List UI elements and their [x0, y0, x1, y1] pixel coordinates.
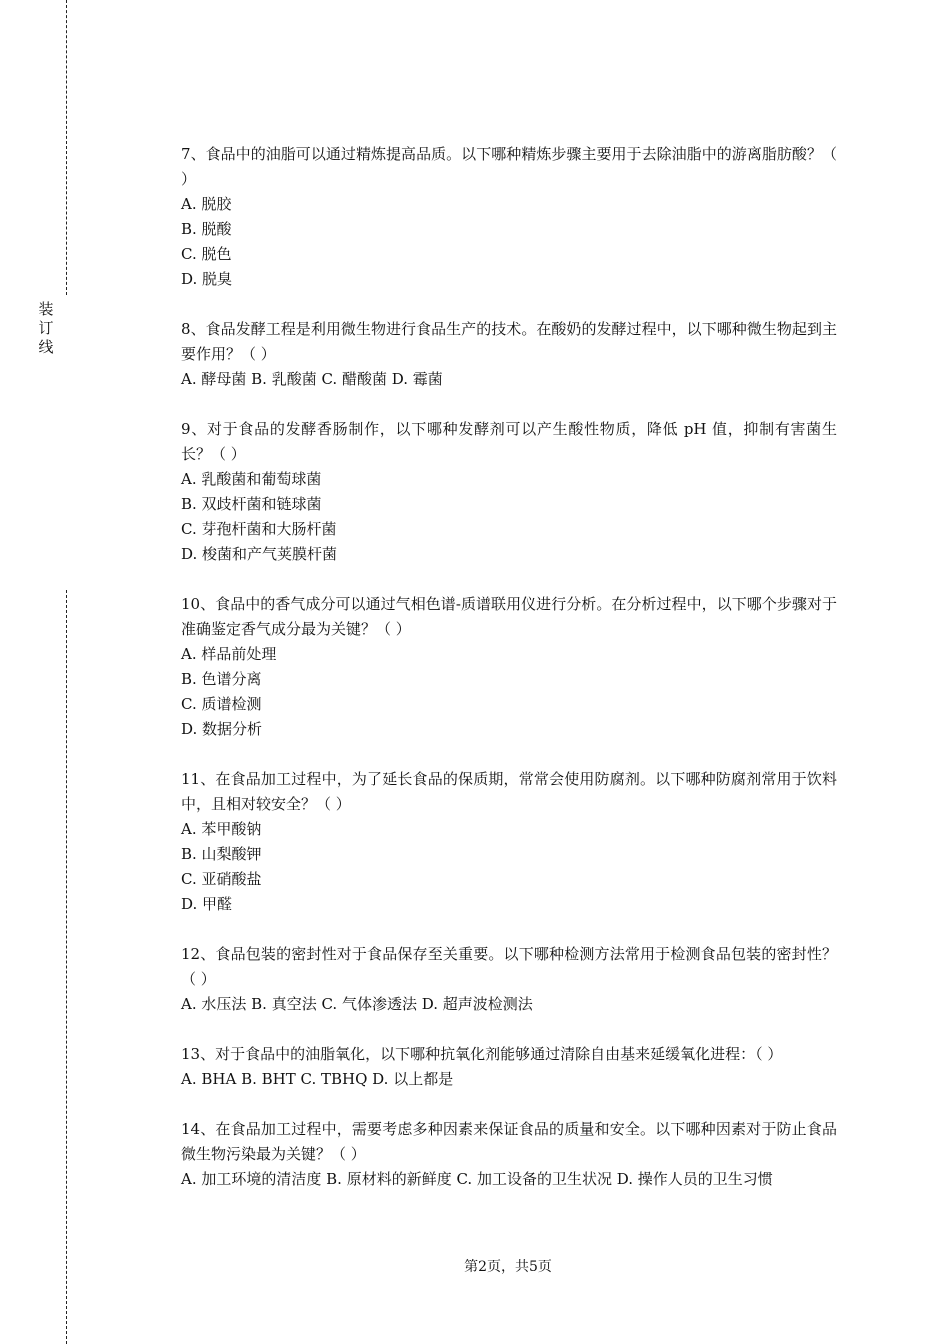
question-stem: 10、食品中的香气成分可以通过气相色谱-质谱联用仪进行分析。在分析过程中，以下哪个步骤对于准确鉴定香气成分最为关键？（ ）: [181, 595, 837, 638]
question: [181, 767, 837, 917]
question-options: A. 乳酸菌和葡萄球菌: [181, 470, 322, 488]
question-options: B. 色谱分离: [181, 670, 262, 688]
question-options: A. 酵母菌 B. 乳酸菌 C. 醋酸菌 D. 霉菌: [181, 370, 443, 388]
question-options: C. 质谱检测: [181, 695, 262, 713]
question-stem: 14、在食品加工过程中，需要考虑多种因素来保证食品的质量和安全。以下哪种因素对于防止食品微生物污染最为关键？（ ）: [181, 1120, 837, 1163]
question: [181, 317, 837, 392]
question-options: B. 双歧杆菌和链球菌: [181, 495, 322, 513]
question-options: D. 数据分析: [181, 720, 263, 738]
question: [181, 142, 837, 292]
page-footer: 第2页，共5页: [464, 1259, 552, 1275]
question-options: C. 亚硝酸盐: [181, 870, 262, 888]
question-options: A. 脱胶: [181, 195, 232, 213]
question-stem: 12、食品包装的密封性对于食品保存至关重要。以下哪种检测方法常用于检测食品包装的密封性？（ ）: [181, 945, 837, 988]
question-options: A. BHA B. BHT C. TBHQ D. 以上都是: [181, 1070, 454, 1088]
question-stem: 9、对于食品的发酵香肠制作，以下哪种发酵剂可以产生酸性物质，降低 pH 值，抑制有害菌生长？（ ）: [181, 420, 837, 463]
question-stem: 13、对于食品中的油脂氧化，以下哪种抗氧化剂能够通过清除自由基来延缓氧化进程：（ ）: [181, 1045, 783, 1063]
question-options: D. 梭菌和产气荚膜杆菌: [181, 545, 338, 563]
question: [181, 942, 837, 1017]
question-options: C. 脱色: [181, 245, 232, 263]
question-stem: 7、食品中的油脂可以通过精炼提高品质。以下哪种精炼步骤主要用于去除油脂中的游离脂肪酸？（ ）: [181, 145, 837, 188]
binding-line-top: [66, 0, 67, 295]
binding-line-bottom: [66, 590, 67, 1344]
question-options: C. 芽孢杆菌和大肠杆菌: [181, 520, 337, 538]
question-stem: 11、在食品加工过程中，为了延长食品的保质期，常常会使用防腐剂。以下哪种防腐剂常用于饮料中，且相对较安全？（ ）: [181, 770, 837, 813]
question: [181, 1117, 837, 1192]
question-list: [181, 142, 837, 1217]
question: [181, 1042, 837, 1092]
question-stem: 8、食品发酵工程是利用微生物进行食品生产的技术。在酸奶的发酵过程中，以下哪种微生物起到主要作用？（ ）: [181, 320, 837, 363]
question-options: A. 样品前处理: [181, 645, 277, 663]
question: [181, 592, 837, 742]
binding-label: 装订线: [38, 300, 54, 356]
question-options: D. 甲醛: [181, 895, 233, 913]
question-options: B. 山梨酸钾: [181, 845, 262, 863]
question-options: B. 脱酸: [181, 220, 232, 238]
question-options: A. 苯甲酸钠: [181, 820, 262, 838]
question-options: A. 水压法 B. 真空法 C. 气体渗透法 D. 超声波检测法: [181, 995, 533, 1013]
question-options: A. 加工环境的清洁度 B. 原材料的新鲜度 C. 加工设备的卫生状况 D. 操作人员的卫生习惯: [181, 1170, 773, 1188]
question: [181, 417, 837, 567]
question-options: D. 脱臭: [181, 270, 233, 288]
